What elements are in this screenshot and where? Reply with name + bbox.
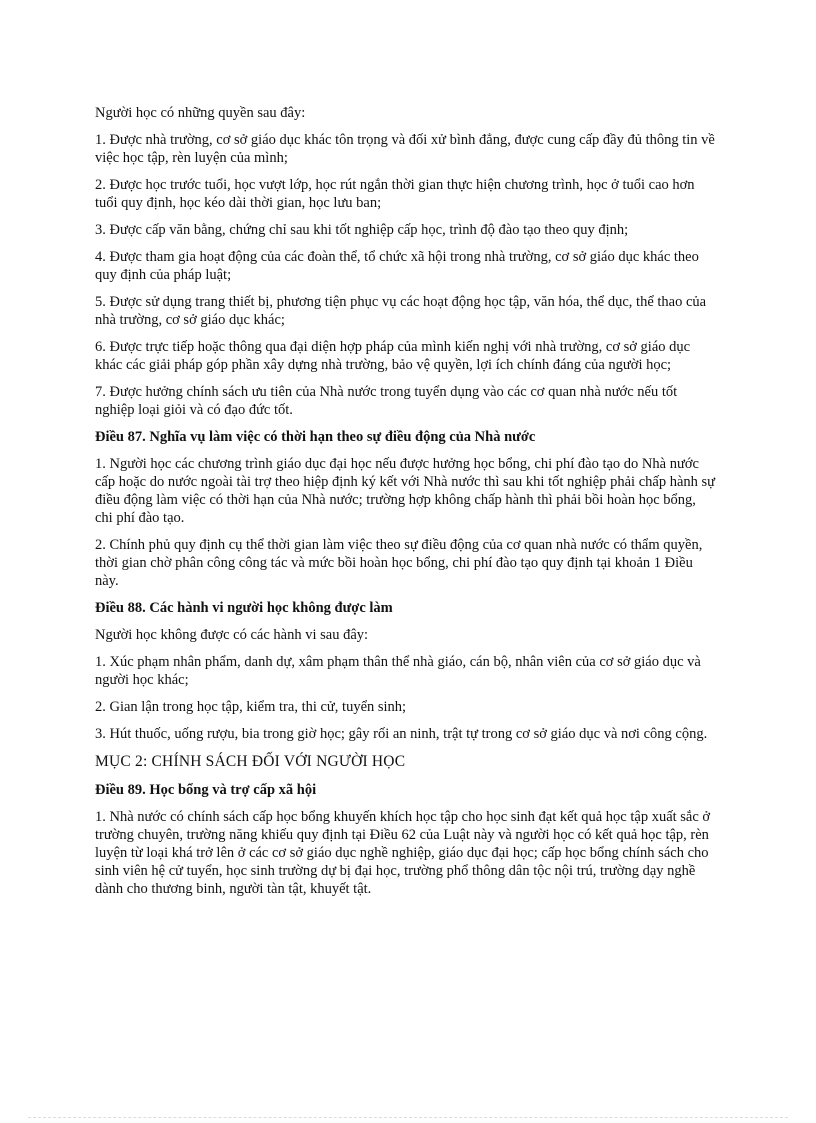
article-87-heading: Điều 87. Nghĩa vụ làm việc có thời hạn theo sự điều động của Nhà nước <box>95 429 536 445</box>
right-item-7: 7. Được hưởng chính sách ưu tiên của Nhà nước trong tuyển dụng vào các cơ quan nhà nước nếu tốt nghiệp loại giỏi và có đạo đức tốt. <box>95 384 678 418</box>
article-88-heading: Điều 88. Các hành vi người học không được làm <box>95 600 393 616</box>
section-2-heading: MỤC 2: CHÍNH SÁCH ĐỐI VỚI NGƯỜI HỌC <box>95 753 406 770</box>
right-item-4: 4. Được tham gia hoạt động của các đoàn thể, tổ chức xã hội trong nhà trường, cơ sở giáo dục khác theo quy định của pháp luật; <box>95 249 699 283</box>
right-item-2: 2. Được học trước tuổi, học vượt lớp, học rút ngắn thời gian thực hiện chương trình, học ở tuổi cao hơn tuổi quy định, học kéo dài thời gian, học lưu ban; <box>95 177 695 211</box>
article-88-item-1: 1. Xúc phạm nhân phẩm, danh dự, xâm phạm thân thể nhà giáo, cán bộ, nhân viên của cơ sở giáo dục và người học khác; <box>95 654 701 688</box>
right-item-6: 6. Được trực tiếp hoặc thông qua đại diện hợp pháp của mình kiến nghị với nhà trường, cơ sở giáo dục khác các giải pháp góp phần xây dựng nhà trường, bảo vệ quyền, lợi ích chính đáng của người học; <box>95 339 691 373</box>
right-item-3: 3. Được cấp văn bằng, chứng chỉ sau khi tốt nghiệp cấp học, trình độ đào tạo theo quy định; <box>95 222 629 238</box>
article-89-heading: Điều 89. Học bổng và trợ cấp xã hội <box>95 782 317 798</box>
article-88-item-2: 2. Gian lận trong học tập, kiểm tra, thi cử, tuyển sinh; <box>95 699 407 715</box>
article-89-item-1: 1. Nhà nước có chính sách cấp học bổng khuyến khích học tập cho học sinh đạt kết quả học tập xuất sắc ở trường chuyên, trường năng khiếu quy định tại Điều 62 của Luật này và người học có kết quả học tập, rèn luyện từ loại khá trở lên ở các cơ sở giáo dục nghề nghiệp, giáo dục đại học; cấp học bổng chính sách cho sinh viên hệ cử tuyển, học sinh trường dự bị đại học, trường phổ thông dân tộc nội trú, trường dạy nghề dành cho thương binh, người tàn tật, khuyết tật. <box>95 809 711 897</box>
page-bottom-divider <box>28 1117 788 1118</box>
document-body <box>95 104 717 907</box>
right-item-5: 5. Được sử dụng trang thiết bị, phương tiện phục vụ các hoạt động học tập, văn hóa, thể dục, thể thao của nhà trường, cơ sở giáo dục khác; <box>95 294 707 328</box>
rights-intro: Người học có những quyền sau đây: <box>95 105 306 121</box>
article-88-item-3: 3. Hút thuốc, uống rượu, bia trong giờ học; gây rối an ninh, trật tự trong cơ sở giáo dục và nơi công cộng. <box>95 726 708 742</box>
article-87-item-2: 2. Chính phủ quy định cụ thể thời gian làm việc theo sự điều động của cơ quan nhà nước có thẩm quyền, thời gian chờ phân công công tác và mức bồi hoàn học bổng, chi phí đào tạo quy định tại khoản 1 Điều này. <box>95 537 703 589</box>
right-item-1: 1. Được nhà trường, cơ sở giáo dục khác tôn trọng và đối xử bình đẳng, được cung cấp đầy đủ thông tin về việc học tập, rèn luyện của mình; <box>95 132 715 166</box>
article-88-intro: Người học không được có các hành vi sau đây: <box>95 627 369 643</box>
article-87-item-1: 1. Người học các chương trình giáo dục đại học nếu được hưởng học bổng, chi phí đào tạo do Nhà nước cấp hoặc do nước ngoài tài trợ theo hiệp định ký kết với Nhà nước thì sau khi tốt nghiệp phải chấp hành sự điều động làm việc có thời hạn của Nhà nước; trường hợp không chấp hành thì phải bồi hoàn học bổng, chi phí đào tạo. <box>95 456 716 526</box>
